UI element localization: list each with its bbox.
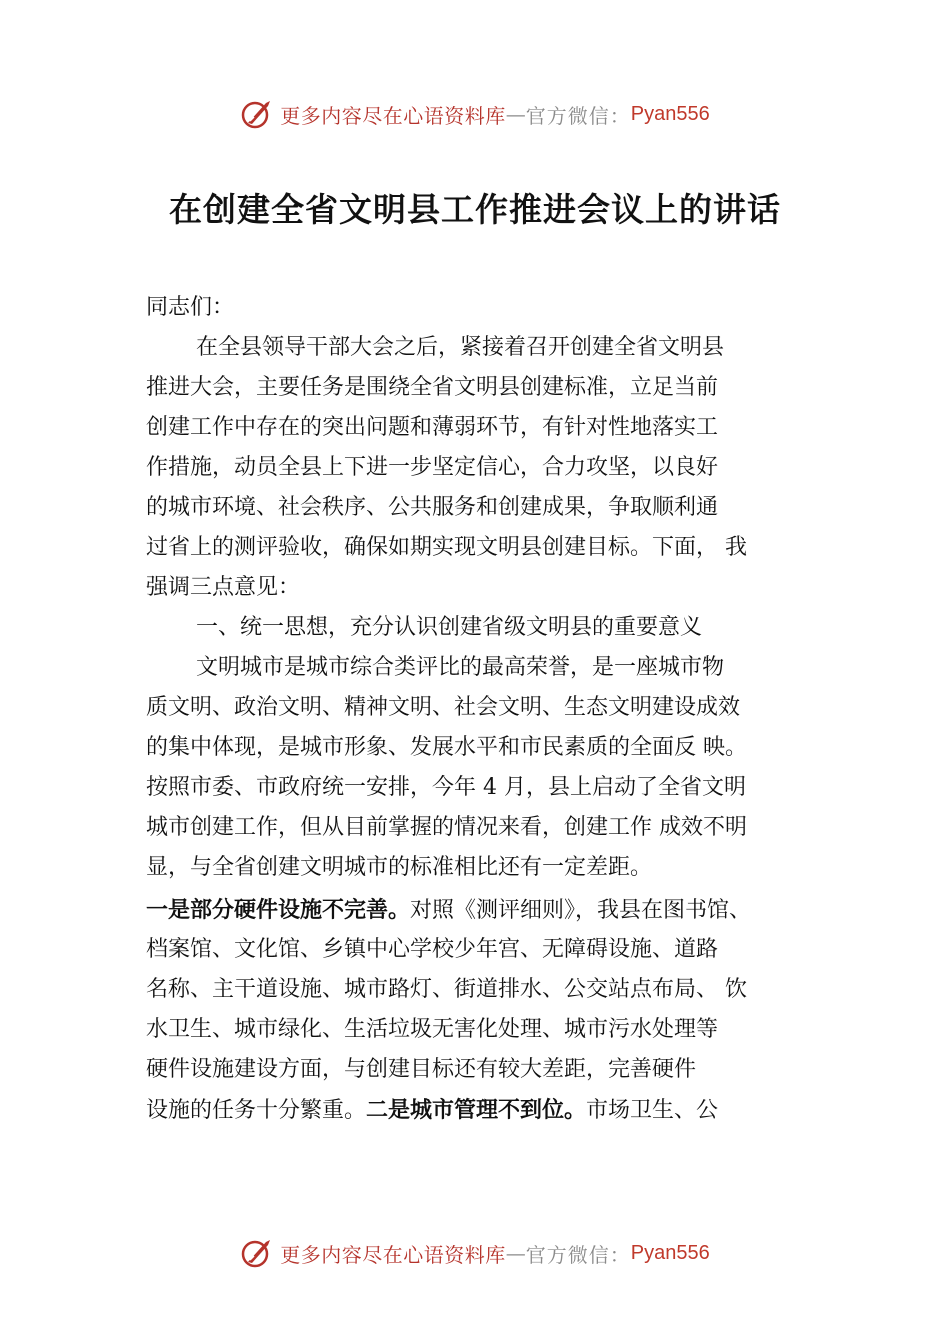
- watermark-label: 官方微信：: [525, 1242, 631, 1267]
- document-title: 在创建全省文明县工作推进会议上的讲话: [169, 190, 781, 229]
- header-watermark: [0, 94, 950, 134]
- para1-line: 创建工作中存在的突出问题和薄弱环节，有针对性地落实工: [146, 415, 719, 440]
- para2-line: 的集中体现，是城市形象、发展水平和市民素质的全面反 映。: [146, 735, 747, 760]
- para3-line: 名称、主干道设施、城市路灯、街道排水、公交站点布局、 饮: [146, 977, 747, 1002]
- footer-watermark: [0, 1233, 950, 1273]
- para1-line: 的城市环境、社会秩序、公共服务和创建成果，争取顺利通: [146, 495, 719, 520]
- para2-line: 按照市委、市政府统一安排，今年 4 月，县上启动了全省文明: [146, 775, 746, 800]
- point-two-heading: 二是城市管理不到位。: [366, 1097, 587, 1122]
- watermark-account: Pyan556: [630, 1241, 710, 1264]
- para1-line: 过省上的测评验收，确保如期实现文明县创建目标。下面， 我: [146, 535, 747, 560]
- para2-line: 质文明、政治文明、精神文明、社会文明、生态文明建设成效: [146, 695, 741, 720]
- point-one-heading: 一是部分硬件设施不完善。: [146, 897, 411, 922]
- para1-line: 作措施，动员全县上下进一步坚定信心，合力攻坚，以良好: [146, 455, 719, 480]
- para2-line: 显，与全省创建文明城市的标准相比还有一定差距。: [146, 855, 653, 880]
- para3-last-start: 设施的任务十分繁重。: [146, 1098, 367, 1123]
- para2-line: 文明城市是城市综合类评比的最高荣誉，是一座城市物: [196, 655, 725, 680]
- watermark-label: 官方微信：: [525, 103, 631, 128]
- salutation: 同志们：: [146, 295, 235, 320]
- quill-logo-icon: [240, 97, 274, 131]
- watermark-separator: —: [505, 102, 526, 126]
- para3-last-end: 市场卫生、公: [586, 1098, 719, 1123]
- watermark-account: Pyan556: [630, 102, 710, 125]
- watermark-site: 更多内容尽在心语资料库: [280, 103, 506, 128]
- para3-line: [146, 1090, 836, 1130]
- watermark-site: 更多内容尽在心语资料库: [280, 1242, 506, 1267]
- para3-line: 水卫生、城市绿化、生活垃圾无害化处理、城市污水处理等: [146, 1017, 719, 1042]
- para3-line: [146, 890, 836, 930]
- para3-line: 档案馆、文化馆、乡镇中心学校少年宫、无障碍设施、道路: [146, 937, 719, 962]
- para1-line: 在全县领导干部大会之后，紧接着召开创建全省文明县: [196, 335, 725, 360]
- watermark-separator: —: [505, 1241, 526, 1265]
- para1-line: 推进大会，主要任务是围绕全省文明县创建标准，立足当前: [146, 375, 719, 400]
- para2-line: 城市创建工作，但从目前掌握的情况来看，创建工作 成效不明: [146, 815, 747, 840]
- para3-first-rest: 对照《测评细则》，我县在图书馆、: [410, 898, 752, 923]
- para1-line: 强调三点意见：: [146, 575, 301, 600]
- section-heading-1: 一、统一思想，充分认识创建省级文明县的重要意义: [196, 615, 703, 640]
- para3-line: 硬件设施建设方面，与创建目标还有较大差距，完善硬件: [146, 1057, 697, 1082]
- document-body: [146, 288, 836, 1130]
- quill-logo-icon: [240, 1236, 274, 1270]
